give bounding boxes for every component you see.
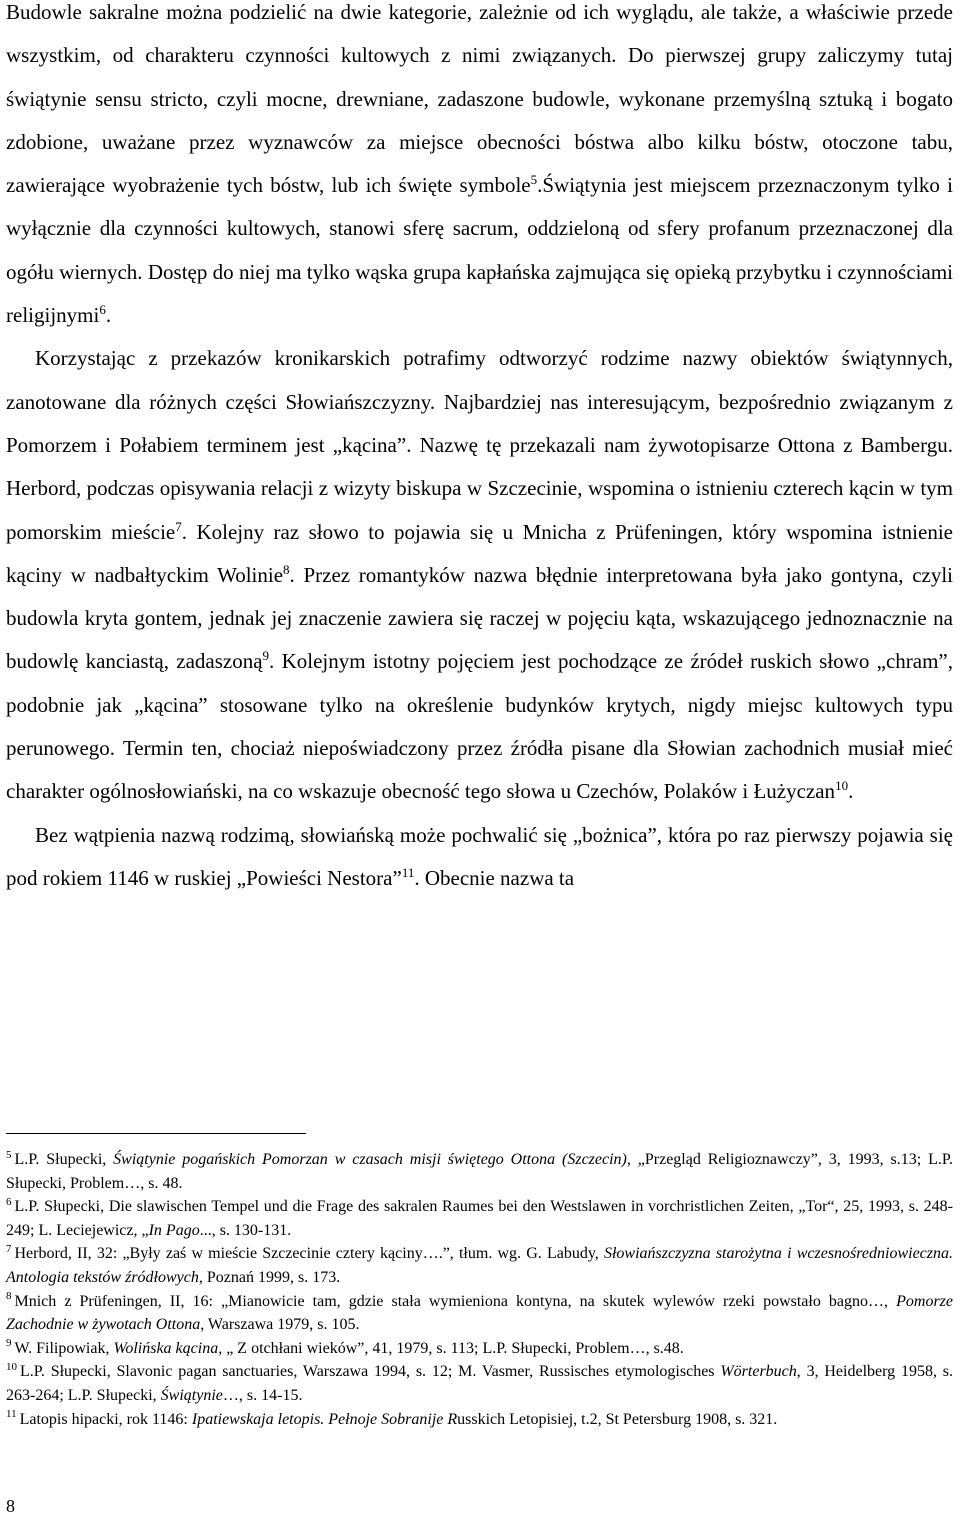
footnote-text-italic: Wörterbuch xyxy=(720,1363,797,1381)
footnote-text-italic: Słowiańszczyzna starożytna i wczesnośredniowieczna. Antologia tekstów źródłowych xyxy=(6,1245,953,1286)
footnote-text-italic: Pomorze Zachodnie w żywotach Ottona xyxy=(6,1292,953,1334)
footnote-5 xyxy=(6,1148,953,1195)
footnote-text-italic: Świątynie xyxy=(160,1386,223,1404)
footnote-6 xyxy=(6,1195,953,1242)
paragraph-text: . Kolejny raz słowo to pojawia się u Mnicha z Prüfeningen, który wspomina istnienie kąciny w nadbałtyckim Wolinie xyxy=(6,519,953,587)
footnote-text: ..., s. 130-131. xyxy=(199,1221,292,1239)
footnote-text: , „Przegląd Religioznawczy”, 3, 1993, s.13; L.P. Słupecki, Problem…, s. 48. xyxy=(6,1151,954,1192)
footnote-text: …, s. 14-15. xyxy=(222,1386,303,1404)
footnote-text: W. Filipowiak, xyxy=(14,1339,114,1357)
paragraph-text: . xyxy=(848,779,854,804)
footnote-text: L.P. Słupecki, Slavonic pagan sanctuaries, Warszawa 1994, s. 12; M. Vasmer, Russisches etymologisches xyxy=(20,1363,721,1381)
footnote-number: 11 xyxy=(6,1408,17,1421)
footnote-text-italic: Świątynie pogańskich Pomorzan w czasach misji świętego Ottona (Szczecin) xyxy=(113,1151,627,1168)
paragraph-1 xyxy=(6,0,953,337)
footnote-ref-7[interactable]: 7 xyxy=(175,518,182,534)
paragraph-2 xyxy=(6,337,953,813)
footnote-text: Mnich z Prüfeningen, II, 16: „Mianowicie tam, gdzie stała wymieniona kontyna, na skutek wylewów rzeki powstało bagno…, xyxy=(14,1292,897,1310)
footnote-ref-11[interactable]: 11 xyxy=(401,864,415,880)
paragraph-text: Bez wątpienia nazwą rodzimą, słowiańską może pochwalić się „bożnica”, która po raz pierwszy pojawia się pod rokiem 1146 w ruskiej „Powieści Nestora” xyxy=(6,822,953,890)
paragraph-text: Korzystając z przekazów kronikarskich potrafimy odtworzyć rodzime nazwy obiektów świątynnych, zanotowane dla różnych części Słowiańszczyzny. Najbardziej nas interesującym, bezpośrednio związanym z Pomorzem i Połabiem terminem jest „kącina”. Nazwę tę przekazali nam żywotopisarze Ottona z Bambergu. Herbord, podczas opisywania relacji z wizyty biskupa w Szczecinie, wspomina o istnieniu czterech kącin w tym pomorskim mieście xyxy=(6,346,953,544)
footnote-text: , Warszawa 1979, s. 105. xyxy=(200,1316,360,1334)
paragraph-3 xyxy=(6,814,953,901)
paragraph-text: Budowle sakralne można podzielić na dwie kategorie, zależnie od ich wyglądu, ale także, a właściwie przede wszystkim, od charakteru czynności kultowych z nimi związanych. Do pierwszej grupy zaliczymy tutaj świątynie sensu stricto, czyli mocne, drewniane, zadaszone budowle, wykonane przemyślną sztuką i bogato zdobione, uważane przez wyznawców za miejsce obecności bóstwa albo kilku bóstw, otoczone tabu, zawierające wyobrażenie tych bóstw, lub ich święte symbole xyxy=(6,0,953,198)
footnote-8 xyxy=(6,1290,953,1337)
footnote-7 xyxy=(6,1242,953,1289)
footnote-ref-5[interactable]: 5 xyxy=(530,172,538,188)
footnote-text-italic: Ipatiewskaja letopis. Pełnoje Sobranije R xyxy=(191,1410,458,1428)
paragraph-text: . xyxy=(105,303,112,328)
footnote-text: L.P. Słupecki, Die slawischen Tempel und die Frage des sakralen Raumes bei den Westslawen in vorchristlichen Zeiten, „Tor“, 25, 1993, s. 248-249; L. Leciejewicz, „ xyxy=(6,1198,953,1239)
document-page xyxy=(6,0,954,1516)
footnote-number: 10 xyxy=(6,1361,17,1374)
footnote-number: 9 xyxy=(6,1337,12,1350)
paragraph-text: . Przez romantyków nazwa błędnie interpretowana była jako gontyna, czyli budowla kryta gontem, jednak jej znaczenie zawiera się raczej w pojęciu kąta, wskazującego jednoznacznie na budowlę kanciastą, zadaszoną xyxy=(6,562,954,674)
footnote-number: 6 xyxy=(6,1195,12,1208)
footnote-separator xyxy=(6,1133,306,1134)
footnote-number: 7 xyxy=(6,1243,12,1256)
footnotes xyxy=(6,1148,953,1431)
footnote-text: L.P. Słupecki, xyxy=(14,1151,114,1168)
footnote-number: 8 xyxy=(6,1290,12,1303)
footnote-10 xyxy=(6,1360,953,1407)
footnote-ref-9[interactable]: 9 xyxy=(262,648,270,664)
footnote-ref-10[interactable]: 10 xyxy=(835,778,849,794)
footnote-text-italic: In Pago xyxy=(148,1221,200,1239)
page-number: 8 xyxy=(6,1496,15,1516)
footnote-text: , Poznań 1999, s. 173. xyxy=(198,1268,341,1286)
footnote-text: , „ Z otchłani wieków”, 41, 1979, s. 113; L.P. Słupecki, Problem…, s.48. xyxy=(218,1339,684,1357)
footnote-text: , 3, Heidelberg 1958, s. 263-264; L.P. Słupecki, xyxy=(6,1363,953,1404)
footnote-text: Latopis hipacki, rok 1146: xyxy=(19,1410,192,1428)
footnote-11 xyxy=(6,1408,953,1432)
paragraph-text: . Kolejnym istotny pojęciem jest pochodzące ze źródeł ruskich słowo „chram”, podobnie jak „kącina” stosowane tylko na określenie budynków krytych, nigdy miejsc kultowych typu perunowego. Termin ten, chociaż niepoświadczony przez źródła pisane dla Słowian zachodnich musiał mieć charakter ogólnosłowiański, na co wskazuje obecność tego słowa u Czechów, Polaków i Łużyczan xyxy=(6,649,953,804)
footnote-text: usskich Letopisiej, t.2, St Petersburg 1908, s. 321. xyxy=(457,1410,778,1428)
footnote-text-italic: Wolińska kącina xyxy=(113,1339,219,1357)
footnote-9 xyxy=(6,1337,953,1361)
footnote-number: 5 xyxy=(6,1148,12,1161)
footnote-ref-6[interactable]: 6 xyxy=(99,302,106,318)
footnote-ref-8[interactable]: 8 xyxy=(283,561,290,577)
footnote-text: Herbord, II, 32: „Były zaś w mieście Szczecinie cztery kąciny….”, tłum. wg. G. Labudy, xyxy=(14,1245,604,1263)
paragraph-text: . Obecnie nazwa ta xyxy=(414,865,575,890)
paragraph-text: .Świątynia jest miejscem przeznaczonym tylko i wyłącznie dla czynności kultowych, stanowi sferę sacrum, oddzieloną od sfery profanum przeznaczonej dla ogółu wiernych. Dostęp do niej ma tylko wąska grupa kapłańska zajmująca się opieką przybytku i czynnościami religijnymi xyxy=(6,173,953,328)
